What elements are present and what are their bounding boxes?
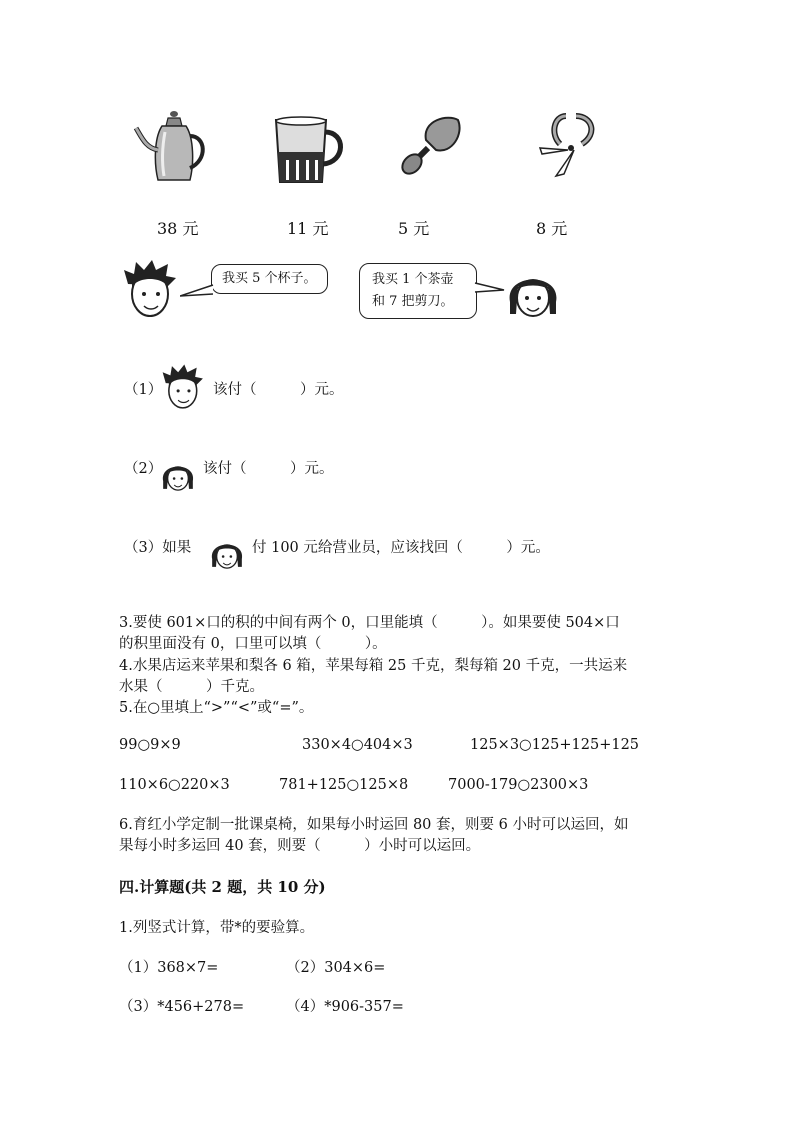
teapot-price: 38 元 [157, 219, 199, 238]
problem-5: 5.在○里填上“>”“<”或“=”。 [119, 700, 314, 716]
calc-item: （1）368×7= [119, 960, 219, 976]
compare-item: 330×4○404×3 [302, 737, 413, 753]
problem-4: 4.水果店运来苹果和梨各 6 箱，苹果每箱 25 千克，梨每箱 20 千克，一共运来 水果（ ）千克。 [119, 658, 628, 695]
boy-small-icon [158, 362, 206, 412]
girl-speech-bubble [359, 263, 477, 319]
q1-text: 该付（ ）元。 [213, 382, 344, 398]
boy-face-icon [118, 258, 180, 320]
q3-number: （3）如果 [124, 540, 192, 556]
cup-icon [268, 112, 348, 186]
calc-item: （4）*906-357= [286, 999, 404, 1015]
compare-item: 110×6○220×3 [119, 777, 230, 793]
problem-6: 6.育红小学定制一批课桌椅，如果每小时运回 80 套，则要 6 小时可以运回，如 果每小时多运回 40 套，则要（ ）小时可以运回。 [119, 817, 629, 854]
boy-bubble-tail [180, 284, 214, 298]
girl-small-icon [158, 454, 198, 494]
calc-item: （3）*456+278= [119, 999, 245, 1015]
cup-price: 11 元 [287, 219, 329, 238]
section-heading: 四.计算题(共 2 题，共 10 分) [119, 878, 326, 896]
shovel-icon [398, 110, 468, 180]
scissors-price: 8 元 [536, 219, 568, 238]
q2-number: （2） [124, 461, 163, 477]
compare-item: 781+125○125×8 [279, 777, 409, 793]
boy-speech-text: 我买 5 个杯子。 [222, 271, 317, 286]
teapot-icon [132, 104, 214, 186]
calc-item: （2）304×6= [286, 960, 386, 976]
problem-3: 3.要使 601×口的积的中间有两个 0，口里能填（ ）。如果要使 504×口 的积里面没有 0，口里可以填（ ）。 [119, 615, 620, 652]
compare-item: 125×3○125+125+125 [470, 737, 640, 753]
girl-small-icon [207, 532, 247, 572]
boy-speech-bubble [211, 264, 328, 294]
q1-number: （1） [124, 382, 163, 398]
girl-speech-line1: 我买 1 个茶壶 [372, 272, 454, 287]
section-intro: 1.列竖式计算，带*的要验算。 [119, 920, 315, 936]
compare-item: 99○9×9 [119, 737, 181, 753]
girl-face-icon [502, 262, 564, 320]
scissors-icon [536, 108, 606, 180]
q2-text: 该付（ ）元。 [203, 461, 334, 477]
shovel-price: 5 元 [398, 219, 430, 238]
compare-item: 7000-179○2300×3 [448, 777, 589, 793]
q3-text: 付 100 元给营业员，应该找回（ ）元。 [252, 540, 550, 556]
girl-speech-line2: 和 7 把剪刀。 [372, 294, 454, 309]
